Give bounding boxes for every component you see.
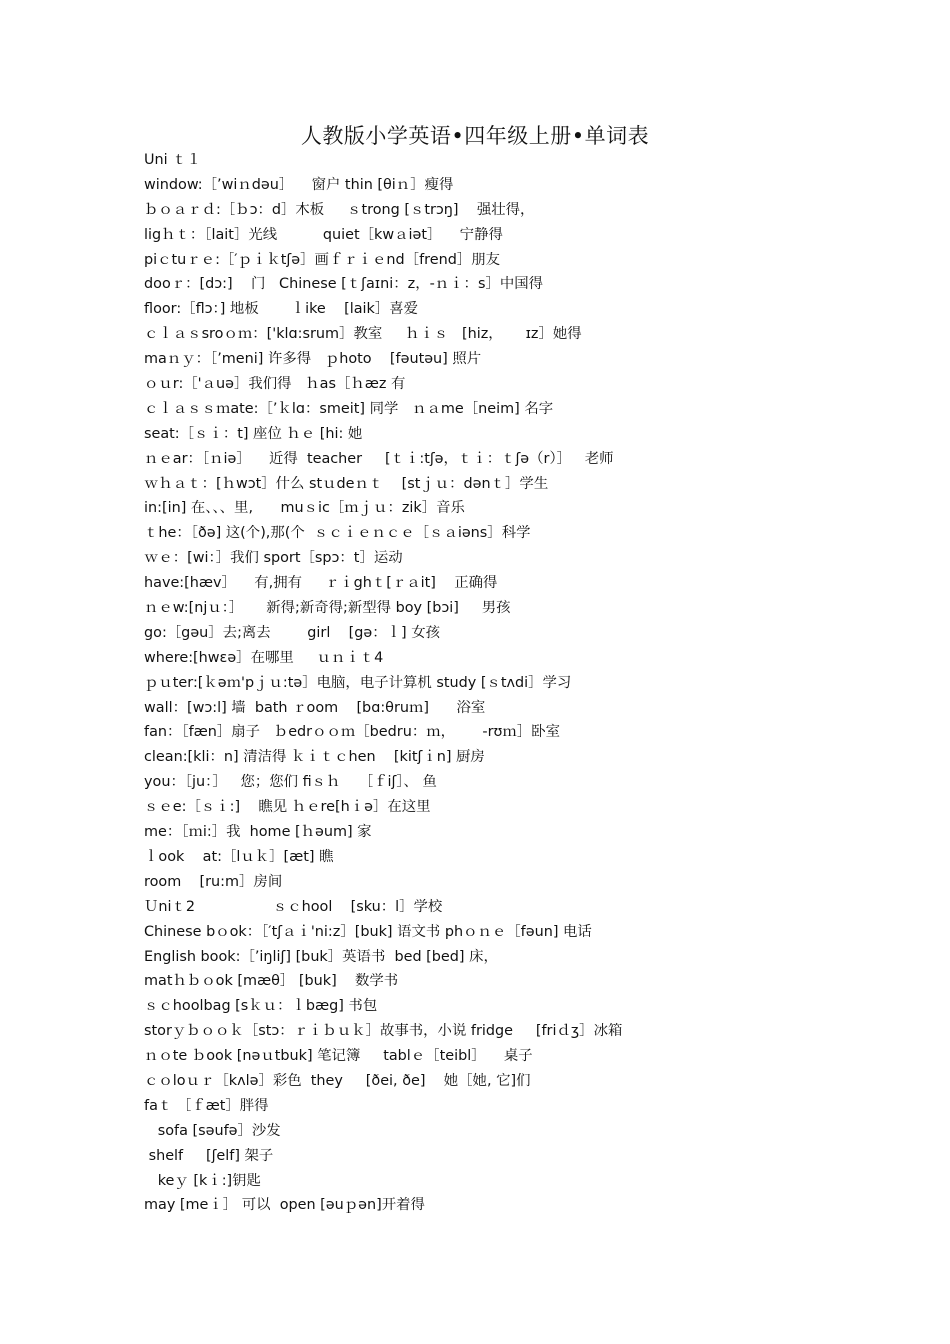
vocab-line: maｎｙ：［’meni] 许多得 ｐhoto [fəutəu] 照片 <box>144 351 482 368</box>
vocab-line: ｎｅar：［ｎiə］ 近得 teacher [ｔｉ:tʃə，ｔｉ：ｔʃə（r）］ 老师 <box>144 450 614 467</box>
vocab-line: faｔ ［ｆæt］胖得 <box>144 1097 269 1114</box>
vocab-line: ｏｕr:［'ａuə］我们得 ｈas［ｈæz 有 <box>144 376 406 393</box>
vocab-line: ｗｈａｔ：[ｈwɔt］什么 stｕdeｎｔ [stｊｕ：dənｔ］学生 <box>144 475 549 492</box>
vocab-line: ｓｅe:［ｓｉ:] 瞧见 ｈｅre[hｉə］在这里 <box>144 799 431 816</box>
vocab-line: in:[in] 在、、、里, muｓic［ｍｊｕ：zik］音乐 <box>144 500 465 517</box>
vocab-line: ｎｅw:[njｕ：］ 新得;新奇得;新型得 boy [bɔi] 男孩 <box>144 600 511 617</box>
vocab-line: ｓｃhoolbag [sｋｕ：ｌbæg] 书包 <box>144 998 378 1015</box>
vocab-line: where:[hwɛə］在哪里 ｕｎｉｔ4 <box>144 649 384 666</box>
vocab-line: ｎｏte ｂook [nəｕtbuk] 笔记簿 tablｅ［teibl］ 桌子 <box>144 1048 533 1065</box>
vocab-line: seat:［ｓｉ：t] 座位 ｈｅ [hi: 她 <box>144 425 363 442</box>
vocab-line: storｙｂｏｏｋ［stɔ：ｒｉｂｕｋ］故事书，小说 fridge [friｄʒ］冰箱 <box>144 1023 623 1040</box>
vocab-line: Ｕniｔ2 ｓｃhool [sku：l］学校 <box>144 898 443 915</box>
vocab-line: me：［ｍi:］我 home [ｈəum] 家 <box>144 824 372 841</box>
vocab-line: room [ru:m］房间 <box>144 873 283 890</box>
vocab-line: ｌook at:［lｕｋ］[æt] 瞧 <box>144 848 334 865</box>
vocab-line: go:［gəu］去;离去 girl [gə：ｌ] 女孩 <box>144 624 440 641</box>
vocab-line: matｈｂｏok [mæθ］ [buk] 数学书 <box>144 973 399 990</box>
vocab-line: shelf [ʃelf] 架子 <box>144 1147 274 1164</box>
vocab-line: keｙ [kｉ:]钥匙 <box>144 1172 261 1189</box>
vocab-line: ｐｕter:[ｋəｍ'pｊｕ:tə］电脑，电子计算机 study [ｓtʌdi］学习 <box>144 674 572 691</box>
page-title: 人教版小学英语•四年级上册•单词表 <box>300 124 650 148</box>
vocab-line: window:［’wiｎdəu］ 窗户 thin [θiｎ］瘦得 <box>144 176 454 193</box>
vocab-line: you：［ju：］ 您；您们 fiｓｈ ［ｆiʃ］、 鱼 <box>144 774 437 791</box>
vocab-line: dooｒ：[dɔ:] 门 Chinese [ｔʃaɪni：z，-ｎｉ：s］中国得 <box>144 276 544 293</box>
vocab-line: Chinese bｏok：［′tʃａｉ'ni:z］[buk] 语文书 phｏｎｅ［fəun] 电话 <box>144 923 592 940</box>
vocab-line: may [meｉ］ 可以 open [əuｐən]开着得 <box>144 1197 425 1214</box>
vocab-line: have:[hæv］ 有,拥有 ｒｉghｔ[ｒａit] 正确得 <box>144 575 498 592</box>
vocab-line: ｔhe：［ðə] 这(个),那(个 ｓｃｉｅｎｃｅ［ｓａiəns］科学 <box>144 525 531 542</box>
vocab-line: ｃｌａｓsroｏｍ：['klɑ:srum］教室 ｈｉｓ [hiz， ɪz］她得 <box>144 326 582 343</box>
vocab-line: ｃｏloｕｒ［kʌlə］彩色 they [ðei, ðe] 她［她, 它]们 <box>144 1072 531 1089</box>
vocabulary-list <box>144 148 864 1218</box>
vocab-line: ｗｅ：[wi：］我们 sport［spɔ：t］运动 <box>144 550 403 567</box>
vocab-line: fan：［fæn］扇子 ｂedrｏｏｍ［bedru：ｍ， -rʊｍ］卧室 <box>144 724 560 741</box>
vocab-line: clean:[kli：n] 清洁得 ｋｉｔｃhen [kitʃｉn] 厨房 <box>144 749 485 766</box>
vocab-line: wall：[wɔ:l] 墙 bath ｒoom [bɑ:θruｍ] 浴室 <box>144 699 486 716</box>
vocab-line: floor:［flɔ：] 地板 ｌike [laik］喜爱 <box>144 301 419 318</box>
vocab-line: ligｈｔ：［lait］光线 quiet［kwａiət］ 宁静得 <box>144 226 503 243</box>
vocab-line: Uni ｔ１ <box>144 152 202 168</box>
vocab-line: piｃtuｒｅ:［′ｐｉｋtʃə］画ｆｒｉｅnd［frend］朋友 <box>144 251 501 268</box>
vocab-line: ｂｏａｒｄ:［ｂɔ：d］木板 ｓtrong [ｓtrɔŋ] 强壮得， <box>144 201 535 218</box>
vocab-line: English book:［’iŋliʃ] [buk］英语书 bed [bed] 床， <box>144 948 498 965</box>
vocab-line: ｃｌａｓｓｍate:［’ｋlɑ：smeit] 同学 ｎａme［neim] 名字 <box>144 400 554 417</box>
vocab-line: sofa [səufə］沙发 <box>144 1122 281 1139</box>
